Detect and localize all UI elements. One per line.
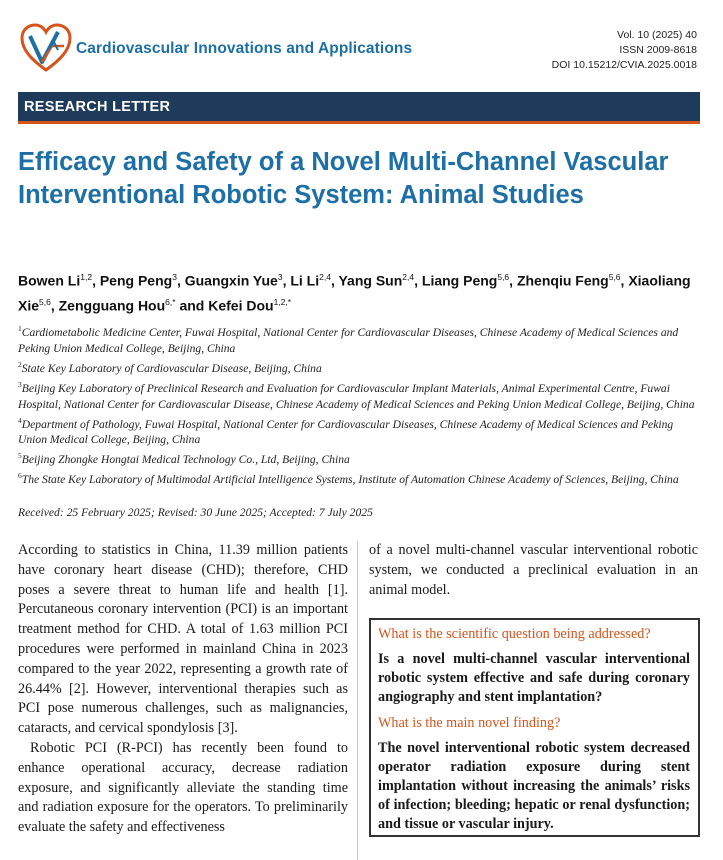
- affiliation-number: 4: [18, 415, 22, 425]
- author-name: Peng Peng: [99, 272, 173, 289]
- author-separator: ,: [509, 272, 517, 289]
- author-name: Li Li: [290, 272, 320, 289]
- author-affiliation-marker: 5,6: [39, 296, 51, 307]
- affiliation-number: 5: [18, 451, 22, 461]
- author-name: Zengguang Hou: [58, 297, 166, 314]
- article-type: RESEARCH LETTER: [24, 99, 171, 115]
- question-text: Is a novel multi-channel vascular interventional robotic system effective and safe during coronary angiography and stent implantation?: [378, 651, 690, 705]
- received-dates: Received: 25 February 2025; Revised: 30 June 2025; Accepted: 7 July 2025: [18, 506, 373, 519]
- affiliation-text: Beijing Key Laboratory of Preclinical Research and Evaluation for Cardiovascular Implant Materials, Animal Experimental Centre, Fuwai Hospital, National Center for Cardiovascular Disease, Chinese Academy of Medical Sciences and Peking Union Medical College, Beijing, China: [18, 381, 695, 411]
- author-name: Kefei Dou: [208, 297, 274, 314]
- cvia-heart-logo-icon: [18, 20, 74, 76]
- author-affiliation-marker: 3: [277, 272, 283, 282]
- article-type-banner: [18, 92, 700, 124]
- author-name: Zhenqiu Feng: [516, 272, 609, 289]
- author-name: Yang Sun: [338, 272, 403, 289]
- article-meta: [552, 28, 697, 73]
- body-paragraph: of a novel multi-channel vascular interventional robotic system, we conducted a preclinical evaluation in an animal model.: [369, 542, 698, 598]
- affiliation-number: 3: [18, 379, 22, 389]
- author-separator: and: [175, 297, 209, 314]
- affiliation-text: Department of Pathology, Fuwai Hospital, National Center for Cardiovascular Diseases, Chinese Academy of Medical Sciences and Peking Union Medical College, Beijing, China: [18, 417, 674, 447]
- author-affiliation-marker: 2,4: [319, 272, 331, 282]
- affiliation-number: 2: [18, 359, 22, 369]
- author-affiliation-marker: 5,6: [497, 272, 510, 282]
- affiliation: [18, 468, 704, 488]
- affiliation-number: 6: [18, 471, 22, 481]
- body-paragraph: According to statistics in China, 11.39 million patients have coronary heart disease (CHD); therefore, CHD poses a severe threat to human life and health [1]. Percutaneous coronary intervention (PCI) is an important treatment method for CHD. A total of 1.63 million PCI procedures were performed in mainland China in 2023 compared to the year 2022, representing a growth rate of 26.44% [2]. However, interventional therapies such as PCI pose numerous challenges, such as malignancies, cataracts, and cervical spondylosis [3].: [18, 542, 348, 737]
- finding-text: The novel interventional robotic system decreased operator radiation exposure during stent implantation without increasing the animals’ risks of infection; bleeding; hepatic or renal dysfunction; and tissue or vascular injury.: [378, 740, 690, 832]
- author-name: Xiaoliang Xie: [18, 272, 691, 314]
- affiliation: [18, 448, 704, 468]
- body-paragraph: Robotic PCI (R-PCI) has recently been found to enhance operational accuracy, decrease radiation exposure, and significantly alleviate the standing time and radiation exposure for the operators. To preliminarily evaluate the safety and effectiveness: [18, 739, 348, 836]
- doi: DOI 10.15212/CVIA.2025.0018: [551, 59, 697, 71]
- question-heading: What is the scientific question being addressed?: [378, 626, 651, 642]
- author-separator: ,: [282, 272, 291, 289]
- author-name: Bowen Li: [18, 272, 81, 289]
- author-separator: ,: [414, 272, 422, 289]
- volume: Vol. 10 (2025) 40: [617, 29, 697, 41]
- author-affiliation-marker: 3: [172, 272, 177, 282]
- column-divider: [357, 541, 358, 860]
- author-separator: ,: [92, 272, 100, 289]
- author-affiliation-marker: 1,2,*: [273, 296, 292, 307]
- author-affiliation-marker: 1,2: [80, 272, 93, 282]
- article-title: Efficacy and Safety of a Novel Multi-Channel Vascular Interventional Robotic System: Animal Studies: [18, 148, 669, 209]
- left-column: [18, 541, 348, 838]
- issn: ISSN 2009-8618: [619, 44, 697, 56]
- affiliation: [18, 377, 704, 413]
- author-affiliation-marker: 2,4: [402, 272, 415, 282]
- author-separator: ,: [330, 272, 339, 289]
- affiliation: [18, 321, 704, 357]
- author-separator: ,: [620, 272, 629, 289]
- journal-name: Cardiovascular Innovations and Applications: [76, 40, 413, 57]
- finding-heading: What is the main novel finding?: [378, 715, 561, 731]
- affiliation: [18, 413, 704, 449]
- author-name: Liang Peng: [421, 272, 498, 289]
- author-affiliation-marker: 6,*: [165, 296, 176, 307]
- highlights-box: [369, 618, 700, 837]
- author-separator: ,: [50, 297, 59, 314]
- affiliation-text: Beijing Zhongke Hongtai Medical Technology Co., Ltd, Beijing, China: [21, 453, 350, 467]
- author-affiliation-marker: 5,6: [608, 272, 621, 282]
- author-list: [18, 267, 708, 316]
- right-column: [369, 541, 698, 600]
- affiliation-text: State Key Laboratory of Cardiovascular Disease, Beijing, China: [21, 361, 322, 375]
- author-name: Guangxin Yue: [184, 272, 278, 289]
- affiliation-number: 1: [18, 324, 22, 333]
- affiliation-text: The State Key Laboratory of Multimodal Artificial Intelligence Systems, Institute of Automation Chinese Academy of Sciences, Beijing, China: [21, 473, 679, 487]
- author-separator: ,: [176, 272, 185, 289]
- affiliation-list: [18, 321, 704, 488]
- affiliation: [18, 357, 704, 377]
- affiliation-text: Cardiometabolic Medicine Center, Fuwai Hospital, National Center for Cardiovascular Diseases, Chinese Academy of Medical Sciences and Peking Union Medical College, Beijing, China: [18, 325, 679, 355]
